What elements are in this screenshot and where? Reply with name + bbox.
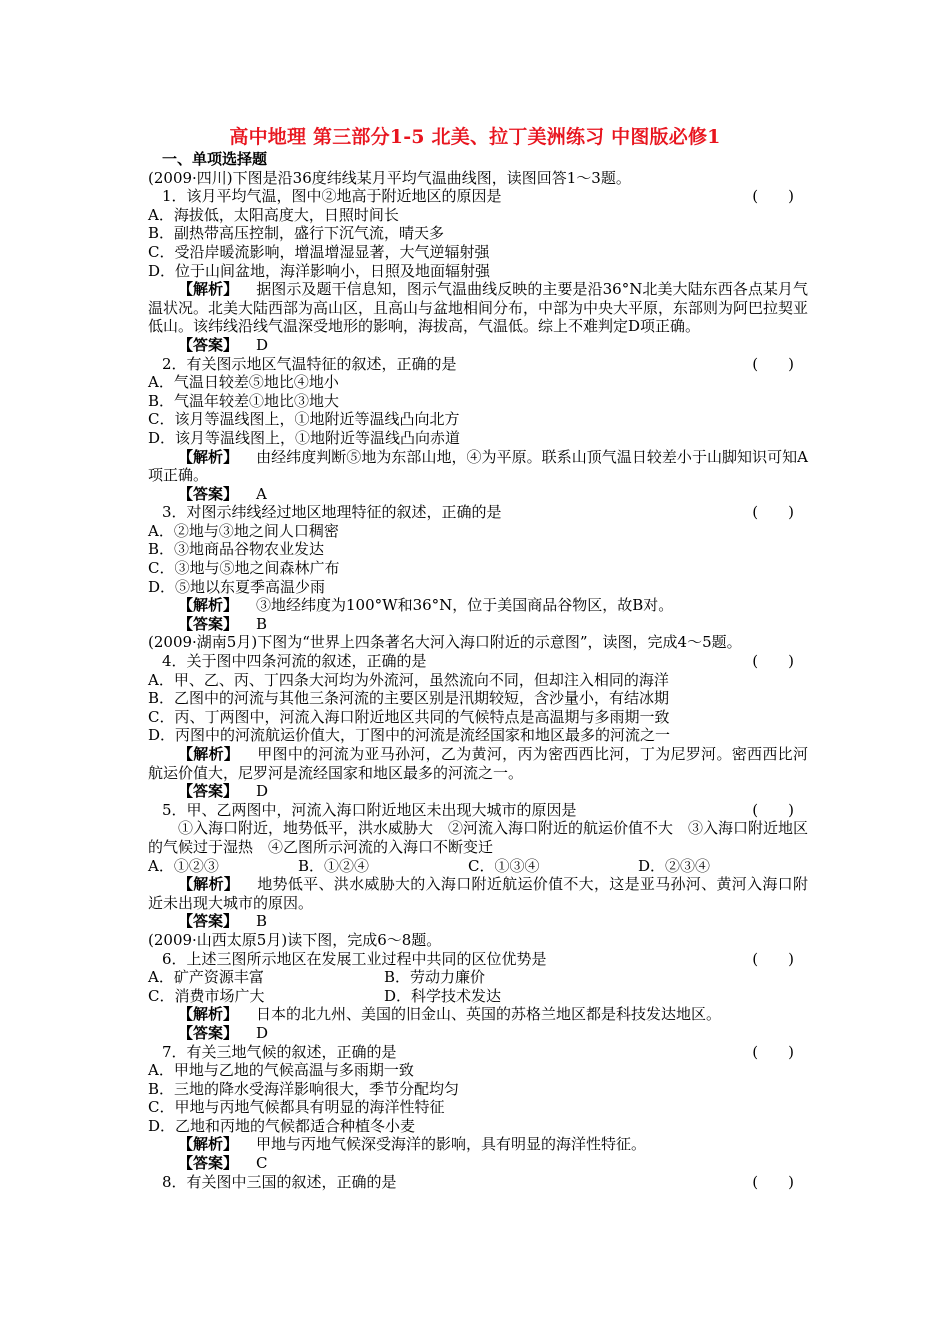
option-d: D．位于山间盆地，海洋影响小，日照及地面辐射强 — [148, 261, 491, 280]
analysis — [148, 280, 808, 336]
option-b: B．气温年较差①地比③地大 — [148, 391, 340, 410]
option-c: C．消费市场广大 — [148, 986, 265, 1005]
page-title: 高中地理 第三部分1-5 北美、拉丁美洲练习 中图版必修1 — [229, 126, 721, 148]
analysis-text: 地势低平、洪水威胁大的入海口附近航运价值不大，这是亚马孙河、黄河入海口附近未出现大城市的原因。 — [148, 875, 808, 912]
answer-blank: ( ) — [752, 1172, 794, 1191]
analysis-tag: 【解析】 — [178, 596, 239, 615]
analysis-tag: 【解析】 — [178, 447, 239, 466]
answer-blank: ( ) — [752, 1042, 794, 1061]
answer: 【答案】 A — [178, 484, 267, 503]
option-b: B．①②④ — [298, 856, 370, 875]
analysis-tag: 【解析】 — [178, 1135, 239, 1154]
analysis-text: 甲地与丙地气候深受海洋的影响，具有明显的海洋性特征。 — [256, 1135, 647, 1154]
options-row — [148, 968, 808, 987]
document-body — [148, 150, 808, 1191]
option-c: C．甲地与丙地气候都具有明显的海洋性特征 — [148, 1098, 445, 1117]
analysis-tag: 【解析】 — [178, 875, 240, 894]
option-b: B．劳动力廉价 — [384, 968, 486, 987]
answer: 【答案】 B — [178, 912, 268, 931]
analysis-text: 甲图中的河流为亚马孙河，乙为黄河，丙为密西西比河，丁为尼罗河。密西西比河航运价值大，尼罗河是流经国家和地区最多的河流之一。 — [148, 745, 808, 782]
option-d: D．科学技术发达 — [384, 986, 502, 1005]
option-d: D．乙地和丙地的气候都适合种植冬小麦 — [148, 1116, 416, 1135]
answer: 【答案】 D — [178, 335, 269, 354]
intro-text: (2009·四川)下图是沿36度纬线某月平均气温曲线图，读图回答1～3题。 — [148, 168, 631, 187]
option-c: C．①③④ — [468, 856, 540, 875]
option-c: C．受沿岸暖流影响，增温增湿显著，大气逆辐射强 — [148, 242, 490, 261]
answer: 【答案】 B — [178, 614, 268, 633]
question-stem: 3．对图示纬线经过地区地理特征的叙述，正确的是 ( ) — [162, 503, 794, 522]
analysis — [148, 596, 808, 615]
analysis-tag: 【解析】 — [178, 1005, 239, 1024]
answer: 【答案】 D — [178, 782, 269, 801]
answer-blank: ( ) — [752, 652, 794, 671]
question-stem: 2．有关图示地区气温特征的叙述，正确的是 ( ) — [162, 354, 794, 373]
option-a: A．矿产资源丰富 — [148, 968, 264, 987]
option-c: C．丙、丁两图中，河流入海口附近地区共同的气候特点是高温期与多雨期一致 — [148, 707, 670, 726]
option-c: C．③地与⑤地之间森林广布 — [148, 559, 340, 578]
question-stem: 5．甲、乙两图中，河流入海口附近地区未出现大城市的原因是 ( ) — [162, 800, 794, 819]
analysis-text: 由经纬度判断⑤地为东部山地，④为平原。联系山顶气温日较差小于山脚知识可知A项正确。 — [148, 447, 808, 485]
option-a: A．海拔低，太阳高度大，日照时间长 — [148, 205, 399, 224]
analysis-tag: 【解析】 — [178, 745, 240, 763]
question-stem: 7．有关三地气候的叙述，正确的是 ( ) — [162, 1042, 794, 1061]
answer-blank: ( ) — [752, 949, 794, 968]
analysis-tag: 【解析】 — [178, 280, 239, 299]
analysis — [148, 1135, 808, 1154]
option-c: C．该月等温线图上，①地附近等温线凸向北方 — [148, 410, 460, 429]
analysis — [148, 875, 808, 912]
answer: 【答案】 D — [178, 1023, 269, 1042]
intro-text: (2009·山西太原5月)读下图，完成6～8题。 — [148, 930, 442, 949]
answer-blank: ( ) — [752, 187, 794, 206]
question-stem: 1．该月平均气温，图中②地高于附近地区的原因是 ( ) — [162, 187, 794, 206]
analysis-text: 据图示及题干信息知，图示气温曲线反映的主要是沿36°N北美大陆东西各点某月气温状况。北美大陆西部为高山区，且高山与盆地相间分布，中部为中央大平原，东部则为阿巴拉契亚低山。该纬线沿线气温深受地形的影响，海拔高，气温低。综上不难判定D项正确。 — [148, 280, 809, 336]
option-d: D．②③④ — [638, 856, 711, 875]
option-a: A．甲地与乙地的气候高温与多雨期一致 — [148, 1061, 414, 1080]
question-stem: 6．上述三图所示地区在发展工业过程中共同的区位优势是 ( ) — [162, 949, 794, 968]
option-b: B．三地的降水受海洋影响很大，季节分配均匀 — [148, 1079, 460, 1098]
option-b: B．③地商品谷物农业发达 — [148, 540, 325, 559]
question-items: ①入海口附近，地势低平，洪水威胁大 ②河流入海口附近的航运价值不大 ③入海口附近地区的气候过于湿热 ④乙图所示河流的入海口不断变迁 — [148, 819, 809, 856]
option-a: A．甲、乙、丙、丁四条大河均为外流河，虽然流向不同，但却注入相同的海洋 — [148, 670, 669, 689]
option-b: B．副热带高压控制，盛行下沉气流，晴天多 — [148, 224, 445, 243]
analysis — [148, 745, 808, 782]
answer-blank: ( ) — [752, 354, 794, 373]
answer-blank: ( ) — [752, 800, 794, 819]
option-d: D．⑤地以东夏季高温少雨 — [148, 577, 326, 596]
analysis-text: 日本的北九州、美国的旧金山、英国的苏格兰地区都是科技发达地区。 — [256, 1005, 722, 1024]
section-heading: 一、单项选择题 — [162, 150, 268, 168]
intro-text: (2009·湖南5月)下图为“世界上四条著名大河入海口附近的示意图”，读图，完成4～5题。 — [148, 633, 742, 652]
analysis — [148, 448, 808, 485]
question-stem: 8．有关图中三国的叙述，正确的是 ( ) — [162, 1172, 794, 1191]
question-stem: 4．关于图中四条河流的叙述，正确的是 ( ) — [162, 652, 794, 671]
answer: 【答案】 C — [178, 1154, 268, 1173]
option-a: A．气温日较差⑤地比④地小 — [148, 373, 339, 392]
analysis-text: ③地经纬度为100°W和36°N，位于美国商品谷物区，故B对。 — [256, 596, 674, 615]
answer-blank: ( ) — [752, 503, 794, 522]
option-d: D．丙图中的河流航运价值大，丁图中的河流是流经国家和地区最多的河流之一 — [148, 726, 671, 745]
options-row — [148, 987, 808, 1006]
analysis — [148, 1005, 808, 1024]
option-a: A．①②③ — [148, 856, 219, 875]
option-d: D．该月等温线图上，①地附近等温线凸向赤道 — [148, 428, 461, 447]
option-a: A．②地与③地之间人口稠密 — [148, 521, 339, 540]
option-b: B．乙图中的河流与其他三条河流的主要区别是汛期较短，含沙量小，有结冰期 — [148, 689, 670, 708]
options-row — [148, 857, 808, 876]
